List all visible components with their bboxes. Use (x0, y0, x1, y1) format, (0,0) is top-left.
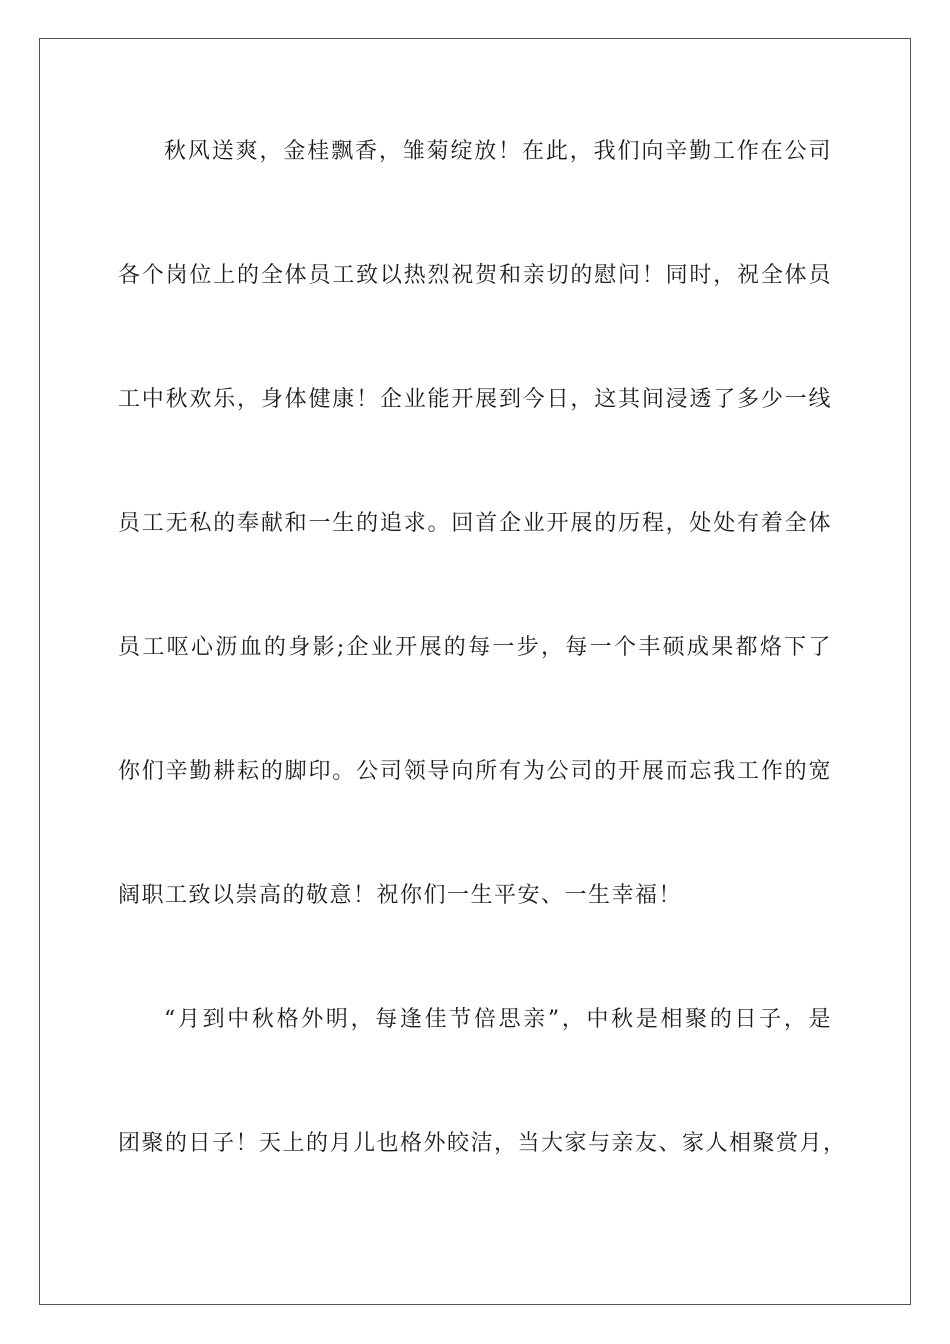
paragraph-1-line-3: 工中秋欢乐，身体健康！企业能开展到今日，这其间浸透了多少一线 (118, 387, 832, 412)
paragraph-2-line-1: “月到中秋格外明，每逢佳节倍思亲”，中秋是相聚的日子，是 (164, 1007, 832, 1032)
paragraph-1-line-2: 各个岗位上的全体员工致以热烈祝贺和亲切的慰问！同时，祝全体员 (118, 263, 832, 288)
paragraph-1-line-5: 员工呕心沥血的身影;企业开展的每一步，每一个丰硕成果都烙下了 (118, 635, 832, 660)
paragraph-1-line-1: 秋风送爽，金桂飘香，雏菊绽放！在此，我们向辛勤工作在公司 (164, 139, 832, 164)
page-border (39, 38, 911, 1305)
paragraph-1-line-7: 阔职工致以崇高的敬意！祝你们一生平安、一生幸福！ (118, 883, 683, 908)
paragraph-1-line-6: 你们辛勤耕耘的脚印。公司领导向所有为公司的开展而忘我工作的宽 (118, 759, 832, 784)
paragraph-2-line-2: 团聚的日子！天上的月儿也格外皎洁，当大家与亲友、家人相聚赏月， (118, 1131, 847, 1156)
paragraph-1-line-4: 员工无私的奉献和一生的追求。回首企业开展的历程，处处有着全体 (118, 511, 832, 536)
